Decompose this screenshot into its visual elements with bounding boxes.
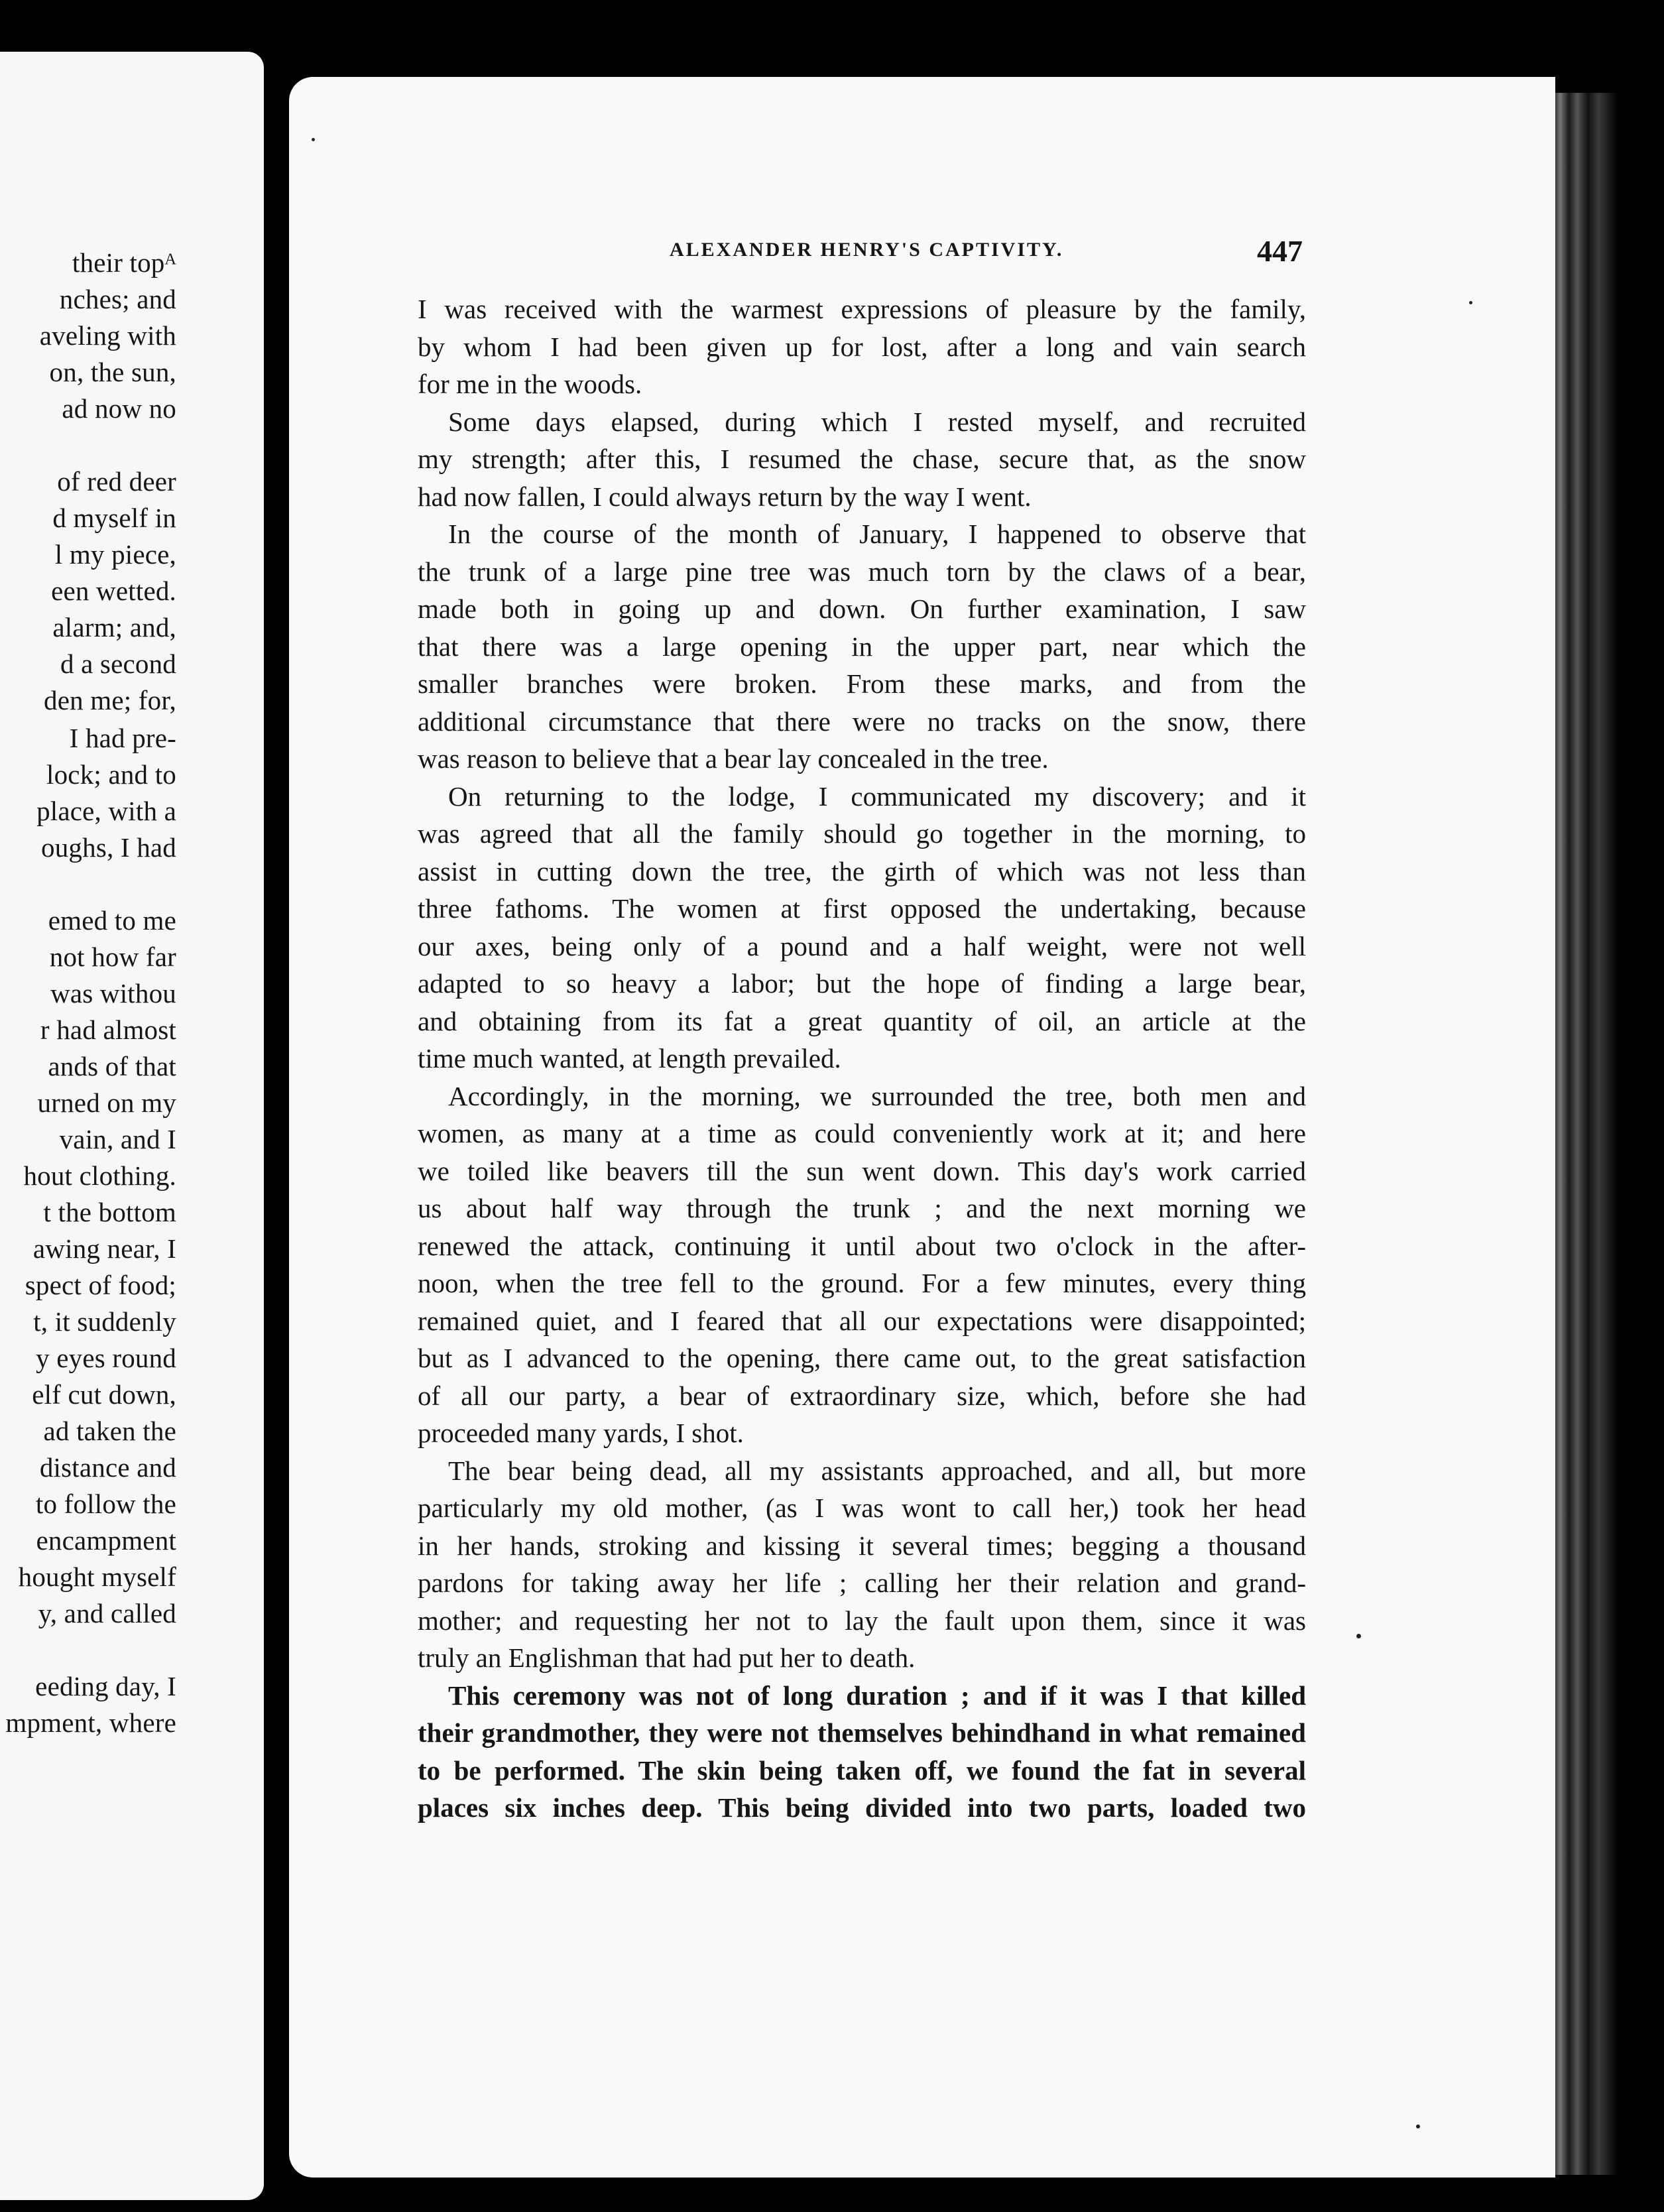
facing-page-line: mpment, where bbox=[5, 1707, 176, 1738]
text-line: had now fallen, I could always return by the way I went. bbox=[418, 481, 1032, 512]
facing-page-line: alarm; and, bbox=[52, 612, 176, 643]
body-text bbox=[418, 290, 1306, 1827]
facing-page-line: on, the sun, bbox=[49, 357, 176, 387]
facing-page-line: hout clothing. bbox=[23, 1160, 176, 1191]
facing-page-line: their topᴬ bbox=[72, 247, 176, 278]
facing-page-line: l my piece, bbox=[54, 539, 176, 570]
text-line: time much wanted, at length prevailed. bbox=[418, 1043, 841, 1074]
facing-page-line: aveling with bbox=[39, 320, 176, 351]
facing-page-line: den me; for, bbox=[44, 685, 176, 715]
facing-page-line: lock; and to bbox=[46, 759, 176, 790]
text-line: noon, when the tree fell to the ground. For a few minutes, every thing bbox=[418, 1268, 1306, 1298]
text-line: adapted to so heavy a labor; but the hope of finding a large bear, bbox=[418, 968, 1306, 999]
running-head: ALEXANDER HENRY'S CAPTIVITY. bbox=[670, 239, 1064, 261]
facing-page-line: not how far bbox=[49, 942, 176, 972]
speck bbox=[1356, 1634, 1361, 1638]
text-line: made both in going up and down. On further examination, I saw bbox=[418, 593, 1306, 624]
text-line: for me in the woods. bbox=[418, 369, 642, 399]
facing-page-line: urned on my bbox=[37, 1087, 176, 1118]
text-line: additional circumstance that there were no tracks on the snow, there bbox=[418, 706, 1306, 737]
text-line: The bear being dead, all my assistants approached, and all, but more bbox=[448, 1455, 1306, 1486]
facing-page-line: r had almost bbox=[40, 1014, 176, 1045]
text-line: I was received with the warmest expressions of pleasure by the family, bbox=[418, 294, 1306, 324]
facing-page-line: encampment bbox=[36, 1525, 176, 1556]
facing-page-line: y eyes round bbox=[36, 1343, 176, 1373]
facing-page-line: elf cut down, bbox=[32, 1379, 176, 1410]
facing-page-line: ad now no bbox=[62, 393, 176, 424]
text-line: three fathoms. The women at first opposed the undertaking, because bbox=[418, 893, 1306, 924]
text-line: their grandmother, they were not themselves behindhand in what remained bbox=[418, 1717, 1306, 1748]
facing-page bbox=[0, 52, 264, 2200]
text-line: renewed the attack, continuing it until about two o'clock in the after- bbox=[418, 1230, 1306, 1261]
facing-page-line: of red deer bbox=[57, 466, 176, 497]
text-line: smaller branches were broken. From these marks, and from the bbox=[418, 668, 1306, 699]
facing-page-line: I had pre- bbox=[69, 723, 176, 753]
facing-page-line: ad taken the bbox=[43, 1416, 176, 1446]
text-line: in her hands, stroking and kissing it several times; begging a thousand bbox=[418, 1530, 1306, 1561]
facing-page-line: y, and called bbox=[38, 1598, 176, 1628]
text-line: was reason to believe that a bear lay concealed in the tree. bbox=[418, 743, 1049, 774]
facing-page-line: to follow the bbox=[35, 1489, 176, 1519]
facing-page-line: t the bottom bbox=[43, 1197, 176, 1227]
text-line: to be performed. The skin being taken off, we found the fat in several bbox=[418, 1754, 1306, 1786]
speck bbox=[1416, 2124, 1420, 2128]
facing-page-line: vain, and I bbox=[59, 1124, 176, 1154]
text-line: of all our party, a bear of extraordinary size, which, before she had bbox=[418, 1380, 1306, 1411]
text-line: Some days elapsed, during which I rested myself, and recruited bbox=[448, 406, 1306, 437]
facing-page-line: nches; and bbox=[59, 284, 176, 314]
page-number: 447 bbox=[1257, 234, 1303, 268]
text-line: was agreed that all the family should go together in the morning, to bbox=[418, 818, 1306, 849]
text-line: and obtaining from its fat a great quantity of oil, an article at the bbox=[418, 1005, 1306, 1036]
facing-page-line: d a second bbox=[60, 648, 176, 679]
text-line: proceeded many yards, I shot. bbox=[418, 1418, 744, 1448]
facing-page-line: emed to me bbox=[48, 905, 176, 936]
text-line: places six inches deep. This being divided into two parts, loaded two bbox=[418, 1792, 1306, 1823]
facing-page-line: spect of food; bbox=[25, 1270, 176, 1300]
text-line: our axes, being only of a pound and a half weight, were not well bbox=[418, 930, 1306, 961]
text-line: This ceremony was not of long duration ; and if it was I that killed bbox=[448, 1680, 1306, 1711]
facing-page-line: oughs, I had bbox=[41, 832, 176, 863]
text-line: particularly my old mother, (as I was wont to call her,) took her head bbox=[418, 1493, 1306, 1523]
facing-page-line: distance and bbox=[39, 1452, 176, 1483]
facing-page-line: place, with a bbox=[36, 796, 176, 826]
facing-page-line: was withou bbox=[50, 978, 176, 1009]
text-line: On returning to the lodge, I communicated my discovery; and it bbox=[448, 780, 1306, 812]
facing-page-line: t, it suddenly bbox=[33, 1306, 176, 1337]
text-line: truly an Englishman that had put her to death. bbox=[418, 1642, 916, 1673]
facing-page-line: hought myself bbox=[18, 1562, 176, 1592]
facing-page-line: een wetted. bbox=[51, 576, 176, 606]
text-line: assist in cutting down the tree, the girth of which was not less than bbox=[418, 855, 1306, 887]
text-line: remained quiet, and I feared that all our expectations were disappointed; bbox=[418, 1305, 1306, 1336]
facing-page-line: d myself in bbox=[52, 503, 176, 533]
text-line: pardons for taking away her life ; calling her their relation and grand- bbox=[418, 1567, 1306, 1598]
text-line: the trunk of a large pine tree was much torn by the claws of a bear, bbox=[418, 556, 1306, 587]
text-line: women, as many at a time as could conveniently work at it; and here bbox=[418, 1118, 1306, 1148]
facing-page-line: eeding day, I bbox=[35, 1671, 176, 1701]
text-line: us about half way through the trunk ; and the next morning we bbox=[418, 1193, 1306, 1223]
text-line: Accordingly, in the morning, we surrounded the tree, both men and bbox=[448, 1080, 1306, 1111]
text-line: that there was a large opening in the upper part, near which the bbox=[418, 631, 1306, 662]
text-line: but as I advanced to the opening, there came out, to the great satisfaction bbox=[418, 1343, 1306, 1373]
text-line: we toiled like beavers till the sun went down. This day's work carried bbox=[418, 1155, 1306, 1186]
text-line: by whom I had been given up for lost, after a long and vain search bbox=[418, 331, 1306, 362]
facing-page-line: ands of that bbox=[48, 1051, 176, 1081]
text-line: mother; and requesting her not to lay the fault upon them, since it was bbox=[418, 1605, 1306, 1636]
speck bbox=[1469, 301, 1472, 304]
facing-page-line: awing near, I bbox=[32, 1233, 176, 1264]
speck bbox=[312, 138, 315, 141]
text-line: In the course of the month of January, I happened to observe that bbox=[448, 519, 1306, 549]
text-line: my strength; after this, I resumed the chase, secure that, as the snow bbox=[418, 444, 1306, 474]
